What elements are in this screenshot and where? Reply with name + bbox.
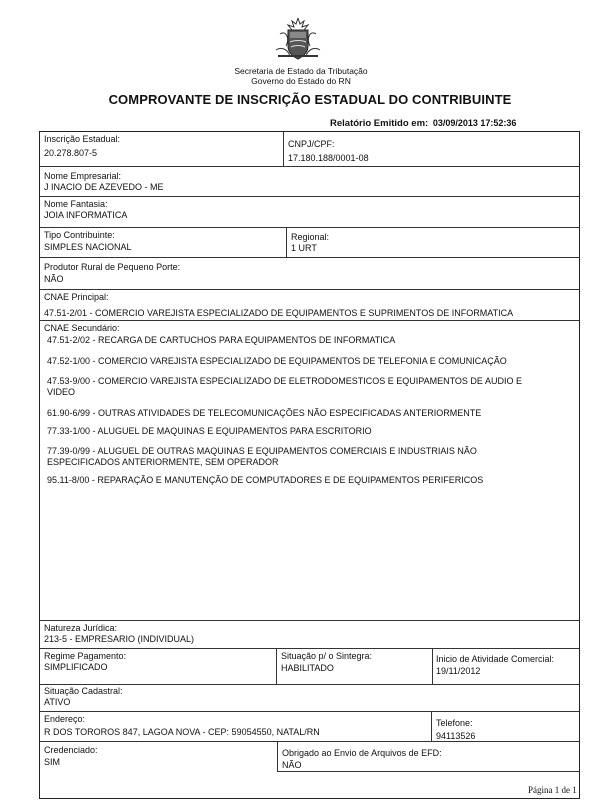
cnae-secundario-item [47, 376, 567, 398]
row-nome-empresarial [40, 167, 579, 197]
credenciado-label: Credenciado: [44, 745, 98, 755]
cnae-secundario-item [47, 446, 567, 468]
cnae-secundario-line: 47.51-2/02 - RECARGA DE CARTUCHOS PARA EQUIPAMENTOS DE INFORMATICA [47, 335, 396, 345]
nome-empresarial-label: Nome Empresarial: [44, 171, 122, 181]
row-endereco [40, 712, 579, 742]
cnpj-cell [283, 132, 579, 166]
produtor-value: NÃO [44, 274, 64, 284]
regional-value: 1 URT [291, 243, 317, 253]
report-emitted-value: 03/09/2013 17:52:36 [432, 118, 517, 128]
inscricao-label: Inscrição Estadual: [44, 134, 121, 144]
nome-fantasia-value: JOIA INFORMATICA [44, 210, 128, 220]
cnae-secundario-line: 95.11-8/00 - REPARAÇÃO E MANUTENÇÃO DE COMPUTADORES E DE EQUIPAMENTOS PERIFERICOS [47, 475, 484, 485]
situacao-sintegra-label: Situação p/ o Sintegra: [281, 651, 373, 661]
efd-label: Obrigado ao Envio de Arquivos de EFD: [282, 748, 442, 758]
cnae-principal-label: CNAE Principal: [44, 292, 109, 302]
nome-fantasia-label: Nome Fantasia: [44, 199, 108, 209]
endereco-value: R DOS TOROROS 847, LAGOA NOVA - CEP: 59054550, NATAL/RN [44, 727, 320, 737]
produtor-label: Produtor Rural de Pequeno Porte: [44, 262, 181, 272]
registration-form [39, 131, 580, 799]
row-produtor [40, 258, 579, 290]
situacao-cadastral-value: ATIVO [44, 697, 71, 707]
cnae-secundario-line: 77.33-1/00 - ALUGUEL DE MAQUINAS E EQUIPAMENTOS PARA ESCRITORIO [47, 425, 372, 436]
inicio-atividade-label: Inicio de Atividade Comercial: [436, 654, 555, 664]
telefone-cell [431, 712, 579, 741]
row-regime [40, 649, 579, 685]
row-situacao-cadastral [40, 685, 579, 712]
credenciado-cell [40, 742, 277, 798]
cnae-secundario-line: ESPECIFICADOS ANTERIORMENTE, SEM OPERADOR [47, 457, 279, 467]
row-tipo [40, 228, 579, 258]
efd-value: NÃO [282, 760, 302, 770]
cnae-secundario-line: 61.90-6/99 - OUTRAS ATIVIDADES DE TELECOMUNICAÇÕES NÃO ESPECIFICADAS ANTERIORMENTE [47, 407, 482, 418]
agency-name: Secretaria de Estado da Tributação [234, 66, 368, 76]
row-inscricao [40, 132, 579, 167]
cnae-secundario-line: 47.52-1/00 - COMERCIO VAREJISTA ESPECIALIZADO DE EQUIPAMENTOS DE TELEFONIA E COMUNICAÇÃO [47, 355, 507, 366]
row-nome-fantasia [40, 197, 579, 228]
inscricao-value: 20.278.807-5 [44, 148, 98, 158]
natureza-value: 213-5 - EMPRESARIO (INDIVIDUAL) [44, 634, 195, 644]
row-credenciado [40, 742, 579, 798]
endereco-cell [40, 712, 431, 741]
regime-label: Regime Pagamento: [44, 651, 127, 661]
nome-empresarial-value: J INACIO DE AZEVEDO - ME [44, 182, 164, 192]
cnae-secundario-line: 77.39-0/99 - ALUGUEL DE OUTRAS MAQUINAS E EQUIPAMENTOS COMERCIAIS E INDUSTRIAIS NÃO [47, 446, 477, 456]
situacao-cadastral-label: Situação Cadastral: [44, 686, 123, 696]
credenciado-value: SIM [44, 757, 61, 767]
cnae-secundario-item [47, 408, 567, 419]
inscricao-cell [40, 132, 283, 166]
telefone-label: Telefone: [436, 718, 473, 728]
report-emitted [330, 118, 516, 129]
situacao-sintegra-value: HABILITADO [281, 663, 334, 673]
cnae-secundario-label: CNAE Secundário: [44, 323, 120, 333]
situacao-sintegra-cell [276, 649, 432, 684]
cnpj-value: 17.180.188/0001-08 [288, 153, 369, 163]
document-title: COMPROVANTE DE INSCRIÇÃO ESTADUAL DO CONTRIBUINTE [108, 92, 512, 107]
government-name: Governo do Estado do RN [251, 76, 351, 86]
tipo-label: Tipo Contribuinte: [44, 230, 115, 240]
page-number: Página 1 de 1 [528, 785, 577, 795]
cnae-secundario-item [47, 426, 567, 437]
cnae-principal-value: 47.51-2/01 - COMERCIO VAREJISTA ESPECIALIZADO DE EQUIPAMENTOS E SUPRIMENTOS DE INFORMATICA [44, 308, 514, 318]
tipo-value: SIMPLES NACIONAL [44, 242, 132, 252]
cnae-secundario-item [47, 335, 567, 346]
tipo-cell [40, 228, 286, 257]
report-emitted-label: Relatório Emitido em: [330, 118, 429, 129]
cnae-secundario-line: 47.53-9/00 - COMERCIO VAREJISTA ESPECIALIZADO DE ELETRODOMESTICOS E EQUIPAMENTOS DE AUDIO E [47, 376, 522, 386]
inicio-atividade-value: 19/11/2012 [436, 666, 481, 676]
telefone-value: 94113526 [436, 731, 476, 741]
cnae-secundario-item [47, 475, 567, 486]
cnpj-label: CNPJ/CPF: [288, 139, 335, 149]
rn-state-coat-of-arms-icon [272, 16, 324, 62]
endereco-label: Endereço: [44, 714, 86, 724]
row-natureza [40, 621, 579, 649]
regional-label: Regional: [291, 232, 330, 242]
regime-value: SIMPLIFICADO [44, 662, 108, 672]
cnae-secundario-line: VIDEO [47, 387, 76, 397]
cnae-secundario-item [47, 356, 567, 367]
cnae-secundario-list [47, 335, 567, 496]
regime-cell [40, 649, 276, 684]
natureza-label: Natureza Jurídica: [44, 623, 118, 633]
row-cnae-secundario [40, 321, 579, 621]
regional-cell [286, 228, 579, 257]
row-cnae-principal [40, 290, 579, 321]
efd-cell [277, 742, 579, 772]
inicio-atividade-cell [432, 649, 579, 684]
